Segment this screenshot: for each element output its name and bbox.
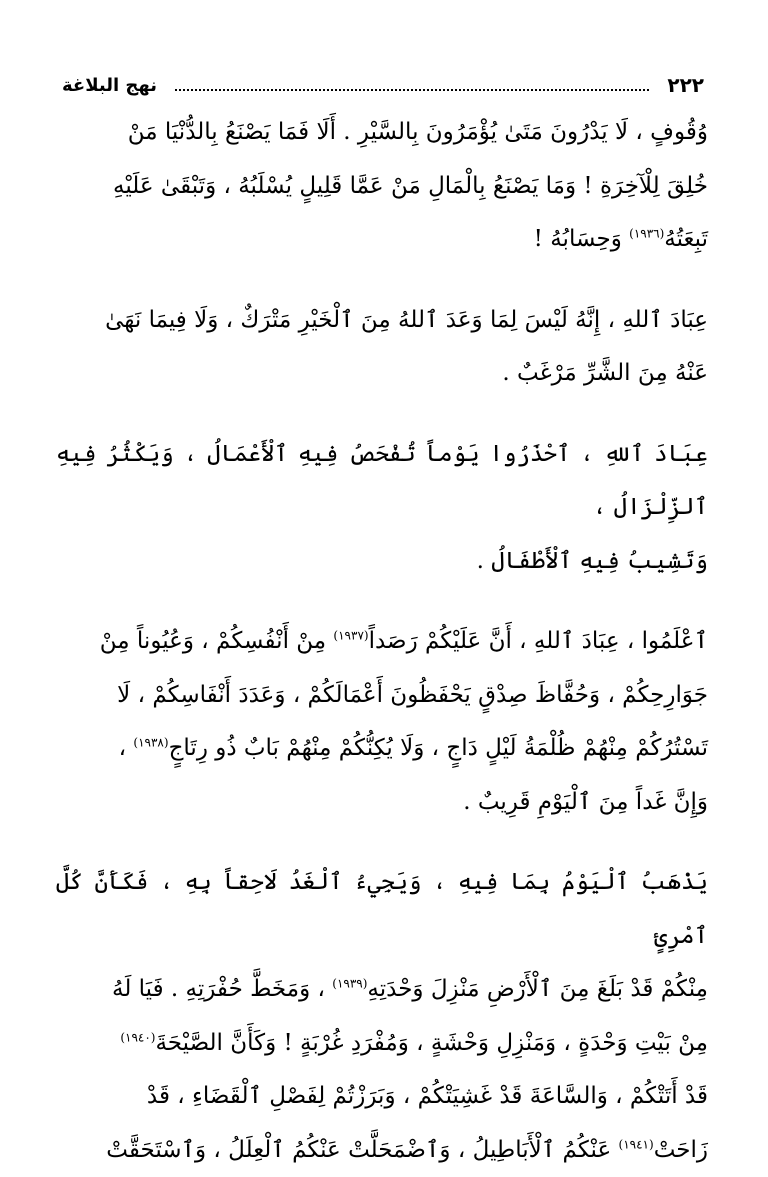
paragraph-4: [56, 615, 708, 829]
text-line: ، وَمَخَطَّ حُفْرَتِهِ . فَيَا لَهُ: [111, 976, 333, 1002]
page-number: ٢٢٢: [667, 73, 704, 97]
text-line: مِنْ بَيْتِ وَحْدَةٍ ، وَمَنْزِلِ وَحْشَةٍ ، وَمُفْرَدِ غُرْبَةٍ ! وَكَأَنَّ الصَّيْحَةَ: [155, 1029, 708, 1056]
paragraph-2: [56, 294, 708, 401]
page-body: [56, 106, 708, 1177]
footnote-marker: (١٩٤١): [618, 1136, 654, 1151]
paragraph-3: [56, 428, 708, 589]
text-line: زَاحَتْ: [653, 1136, 708, 1163]
page-header: [62, 68, 704, 102]
text-line: تَسْتُرُكُمْ مِنْهُمْ ظُلْمَةُ لَيْلٍ دَاجٍ ، وَلَا يُكِنُّكُمْ مِنْهُمْ بَابٌ ذُو رِتَاجٍ: [168, 735, 708, 761]
text-line: خُلِقَ لِلْآخِرَةِ ! وَمَا يَصْنَعُ بِالْمَالِ مَنْ عَمَّا قَلِيلٍ يُسْلَبُهُ ، وَتَبْقَىٰ عَلَيْهِ: [113, 172, 708, 199]
dotted-leader: [175, 79, 649, 91]
footnote-marker: (١٩٣٧): [333, 628, 369, 643]
text-line: مِنْكُمْ قَدْ بَلَغَ مِنَ ٱلْأَرْضِ مَنْزِلَ وَحْدَتِهِ: [367, 976, 708, 1002]
text-line: وَحِسَابُهُ !: [533, 226, 630, 252]
text-line: مِنْ أَنْفُسِكُمْ ، وَعُيُوناً مِنْ: [99, 628, 334, 654]
footnote-marker: (١٩٣٦): [629, 226, 665, 241]
text-line: عَنْكُمُ ٱلْأَبَاطِيلُ ، وَٱضْمَحَلَّتْ عَنْكُمُ ٱلْعِلَلُ ، وَٱسْتَحَقَّتْ: [106, 1136, 619, 1163]
text-line: عَنْهُ مِنَ الشَّرِّ مَرْغَبٌ .: [502, 360, 708, 386]
paragraph-1: [56, 106, 708, 267]
text-line: عِبَادَ ٱللهِ ، إِنَّهُ لَيْسَ لِمَا وَعَدَ ٱللهُ مِنَ ٱلْخَيْرِ مَتْرَكٌ ، وَلَا فِيمَا نَهَىٰ: [105, 306, 708, 333]
text-line: وَإِنَّ غَداً مِنَ ٱلْيَوْمِ قَرِيبٌ .: [463, 788, 708, 815]
text-line: ،: [118, 735, 134, 761]
text-line: وُقُوفٍ ، لَا يَدْرُونَ مَتَىٰ يُؤْمَرُونَ بِالسَّيْرِ . أَلَا فَمَا يَصْنَعُ بِالدُّنْيَا مَنْ: [127, 119, 708, 145]
footnote-marker: (١٩٣٨): [133, 735, 169, 750]
text-line: يَذْهَبُ ٱلْيَوْمُ بِمَا فِيهِ ، وَيَجِيءُ ٱلْغَدُ لَاحِقاً بِهِ ، فَكَأَنَّ كُلَّ ٱمْرِئٍ: [56, 869, 708, 949]
text-line: وَتَشِيبُ فِيهِ ٱلْأَطْفَالُ .: [476, 547, 708, 574]
text-line: ٱعْلَمُوا ، عِبَادَ ٱللهِ ، أَنَّ عَلَيْكُمْ رَصَداً: [368, 628, 708, 654]
text-line: قَدْ أَتَتْكُمْ ، وَالسَّاعَةَ قَدْ غَشِيَتْكُمْ ، وَبَرَزْتُمْ لِفَصْلِ ٱلْقَضَاءِ ، قَدْ: [146, 1083, 708, 1109]
text-line: تَبِعَتُهُ: [664, 226, 708, 252]
text-line: عِبَادَ ٱللهِ ، ٱحْذَرُوا يَوْماً تُفْحَصُ فِيهِ ٱلْأَعْمَالُ ، وَيَكْثُرُ فِيهِ ٱلزِّلْزَالُ ،: [56, 440, 708, 520]
running-title: نهج البلاغة: [62, 74, 158, 96]
text-line: جَوَارِحِكُمْ ، وَحُفَّاظَ صِدْقٍ يَحْفَظُونَ أَعْمَالَكُمْ ، وَعَدَدَ أَنْفَاسِكُمْ ، لَا: [117, 681, 708, 708]
footnote-marker: (١٩٣٩): [332, 976, 368, 991]
footnote-marker: (١٩٤٠): [120, 1029, 156, 1044]
